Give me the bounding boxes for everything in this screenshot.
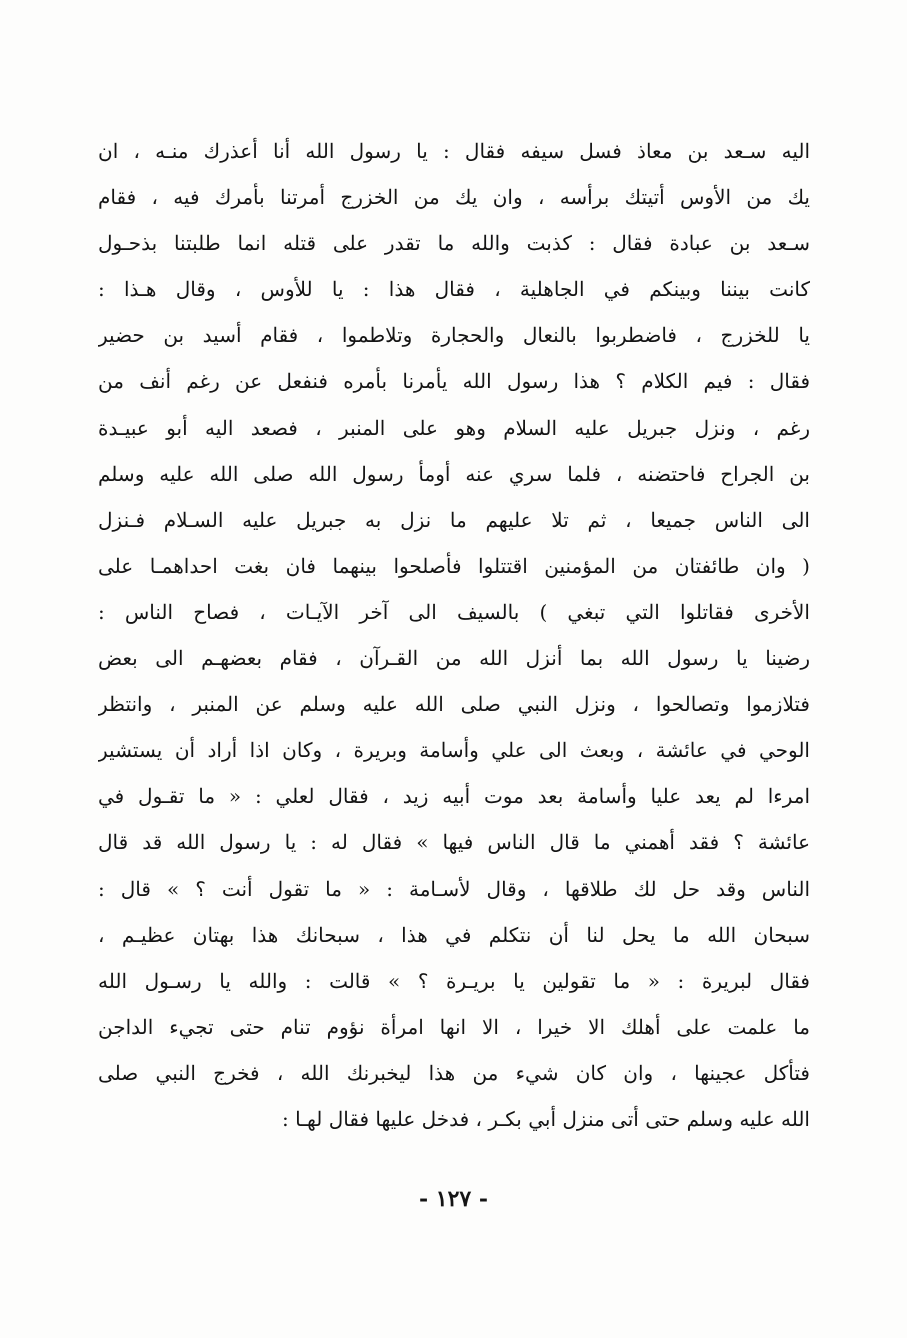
text-line-6: فقال : فيم الكلام ؟ هذا رسول الله يأمرنا بأمره فنفعل عن رغم أنف من [98, 369, 810, 394]
text-line-17: الناس وقد حل لك طلاقها ، وقال لأسـامة : « ما تقول أنت ؟ » قال : [98, 876, 810, 901]
text-line-18: سبحان الله ما يحل لنا أن نتكلم في هذا ، سبحانك هذا بهتان عظيـم ، [98, 922, 810, 947]
text-line-8: بن الجراح فاحتضنه ، فلما سري عنه أومأ رسول الله صلى الله عليه وسلم [98, 461, 810, 486]
text-line-10: ( وان طائفتان من المؤمنين اقتتلوا فأصلحوا بينهما فان بغت احداهمـا على [98, 553, 810, 578]
page-number: - ١٢٧ - [418, 1186, 489, 1212]
text-line-13: فتلازموا وتصالحوا ، ونزل النبي صلى الله عليه وسلم عن المنبر ، وانتظر [98, 692, 810, 717]
text-line-5: يا للخزرج ، فاضطربوا بالنعال والحجارة وتلاطموا ، فقام أسيد بن حضير [98, 323, 810, 348]
text-line-14: الوحي في عائشة ، وبعث الى علي وأسامة وبريرة ، وكان اذا أراد أن يستشير [98, 738, 810, 763]
text-line-15: امرءا لم يعد عليا وأسامة بعد موت أبيه زيد ، فقال لعلي : « ما تقـول في [98, 784, 810, 809]
text-line-2: يك من الأوس أتيتك برأسه ، وان يك من الخزرج أمرتنا بأمرك فيه ، فقام [98, 185, 810, 210]
text-line-11: الأخرى فقاتلوا التي تبغي ) بالسيف الى آخر الآيـات ، فصاح الناس : [98, 599, 810, 624]
text-line-16: عائشة ؟ فقد أهمني ما قال الناس فيها » فقال له : يا رسول الله قد قال [98, 830, 810, 855]
body-text [98, 128, 810, 1142]
text-line-4: كانت بيننا وبينكم في الجاهلية ، فقال هذا : يا للأوس ، وقال هـذا : [98, 277, 810, 302]
text-line-22: الله عليه وسلم حتى أتى منزل أبي بكـر ، فدخل عليها فقال لهـا : [281, 1106, 810, 1131]
text-line-21: فتأكل عجينها ، وان كان شيء من هذا ليخبرنك الله ، فخرج النبي صلى [98, 1060, 810, 1085]
text-line-19: فقال لبريرة : « ما تقولين يا بريـرة ؟ » قالت : والله يا رسـول الله [98, 968, 810, 993]
text-line-7: رغم ، ونزل جبريل عليه السلام وهو على المنبر ، فصعد اليه أبو عبيـدة [98, 415, 810, 440]
text-line-3: سـعد بن عبادة فقال : كذبت والله ما تقدر على قتله انما طلبتنا بذحـول [98, 231, 810, 256]
text-line-12: رضينا يا رسول الله بما أنزل الله من القـرآن ، فقام بعضهـم الى بعض [98, 646, 810, 671]
text-line-9: الى الناس جميعا ، ثم تلا عليهم ما نزل به جبريل عليه السـلام فـنزل [98, 507, 810, 532]
text-line-1: اليه سـعد بن معاذ فسل سيفه فقال : يا رسول الله أنا أعذرك منـه ، ان [98, 139, 810, 163]
text-line-20: ما علمت على أهلك الا خيرا ، الا انها امرأة نؤوم تنام حتى تجيء الداجن [98, 1014, 810, 1039]
